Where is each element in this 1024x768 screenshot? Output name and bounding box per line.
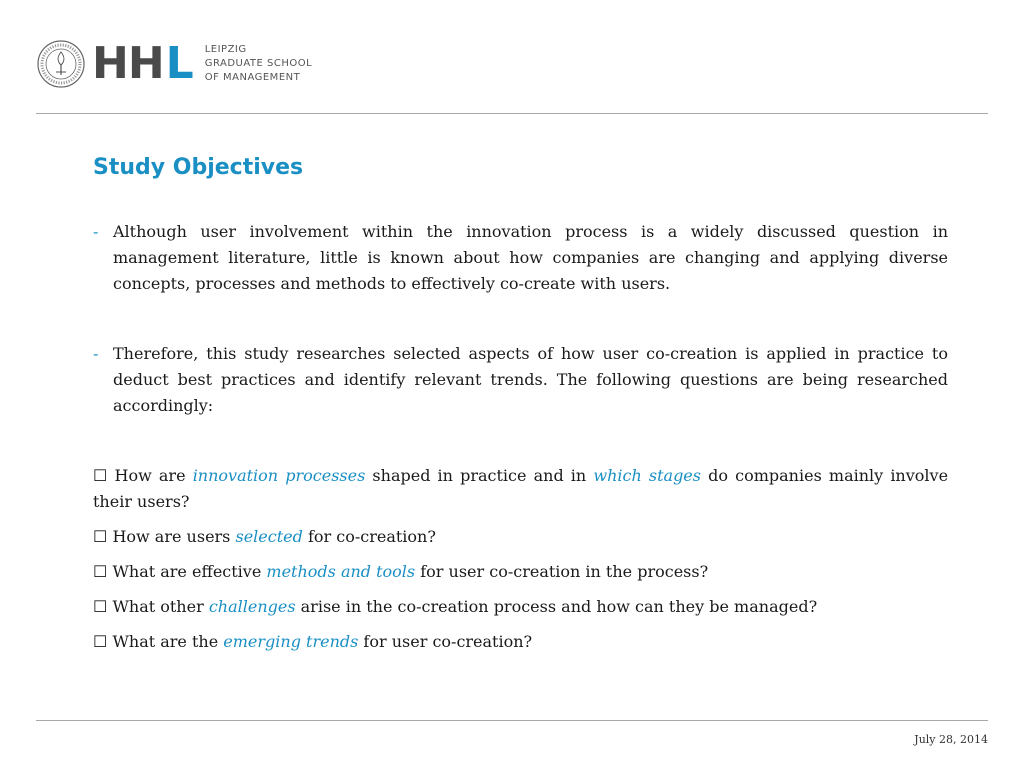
question-text: [112, 527, 435, 546]
question-emphasis: selected: [235, 527, 303, 546]
checkbox-icon: ☐: [93, 632, 108, 651]
question-text-part: What are effective: [112, 562, 267, 581]
question-text-part: do companies mainly involve their users?: [93, 466, 949, 511]
question-text: [93, 466, 948, 511]
logo-letter-h1: H: [92, 38, 128, 89]
checkbox-icon: ☐: [93, 597, 108, 616]
checkbox-icon: ☐: [93, 527, 108, 546]
school-name-line-1: LEIPZIG: [204, 44, 247, 55]
school-name: [205, 43, 313, 85]
bullet-dash: -: [93, 222, 99, 241]
question-text-part: shaped in practice and in: [365, 466, 594, 485]
bullet-text: Therefore, this study researches selected aspects of how user co-creation is applied in practice to deduct best practices and identify relevant trends. The following questions are being researched accordingly:: [113, 344, 948, 415]
question-emphasis: which stages: [593, 466, 701, 485]
question-text-part: How are users: [112, 527, 236, 546]
question-emphasis: challenges: [208, 597, 296, 616]
question-item: [93, 524, 948, 550]
question-emphasis: methods and tools: [266, 562, 416, 581]
header: [36, 36, 312, 92]
checkbox-icon: ☐: [93, 562, 108, 581]
checkbox-icon: ☐: [93, 466, 108, 485]
school-name-line-3: OF MANAGEMENT: [204, 72, 301, 83]
logo-letter-h2: H: [127, 38, 164, 89]
bullet-item: [93, 341, 948, 419]
question-text-part: for user co-creation?: [358, 632, 533, 651]
question-text: [112, 562, 708, 581]
footer-divider: [36, 720, 988, 721]
question-item: [93, 559, 948, 585]
question-text-part: for user co-creation in the process?: [415, 562, 709, 581]
question-text-part: What are the: [112, 632, 224, 651]
question-item: [93, 594, 948, 620]
bullet-text: Although user involvement within the innovation process is a widely discussed question in management literature, little is known about how companies are changing and applying diverse concepts, processes and methods to effectively co-create with users.: [113, 222, 948, 293]
bullet-dash: -: [93, 344, 99, 363]
hhl-logo: [92, 38, 193, 89]
header-divider: [36, 113, 988, 114]
question-item: [93, 629, 948, 655]
slide-title: Study Objectives: [93, 155, 304, 180]
bullet-item: [93, 219, 948, 297]
question-emphasis: innovation processes: [192, 466, 366, 485]
footer-date: July 28, 2014: [914, 733, 988, 746]
question-text: [112, 632, 532, 651]
logo-letter-l: L: [165, 38, 193, 89]
question-text-part: for co-creation?: [302, 527, 436, 546]
question-text-part: What other: [112, 597, 209, 616]
question-emphasis: emerging trends: [223, 632, 359, 651]
question-text: [112, 597, 817, 616]
question-text-part: arise in the co-creation process and how can they be managed?: [295, 597, 818, 616]
university-seal-icon: [36, 39, 86, 89]
question-item: [93, 463, 948, 515]
school-name-line-2: GRADUATE SCHOOL: [204, 58, 313, 69]
question-text-part: How are: [114, 466, 193, 485]
